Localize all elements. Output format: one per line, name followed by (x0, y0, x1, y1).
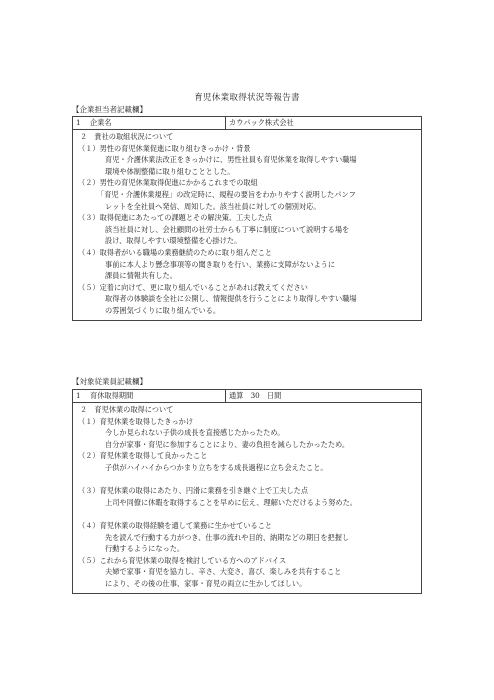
row-number: 1 (76, 391, 81, 400)
answer-line: 設け、取得しやすい環境整備を心掛けた。 (105, 236, 242, 246)
answer-line: 自分が家事・育児に参加することにより、妻の負担を減らしたかったため。 (105, 439, 350, 449)
company-name-row (73, 117, 422, 130)
question-line: （５）定着に向けて、更に取り組んでいることがあれば教えてください (78, 282, 308, 292)
answer-line: 環境や体制整備に取り組むこととした。 (105, 166, 235, 176)
answer-line: の雰囲気づくりに取り組んでいる。 (105, 305, 221, 315)
answer-line: 育児・介護休業法改正をきっかけに、男性社員も育児休業を取得しやすい職場 (105, 155, 357, 165)
question-line: （３）育児休業の取得にあたり、円滑に業務を引き継ぐ上で工夫した点 (78, 486, 309, 496)
company-efforts-row (73, 130, 422, 321)
answer-line: 「育児・介護休業規程」の改定時に、規程の要旨をわかりやすく説明したパンフ (97, 189, 356, 199)
blank-line (76, 474, 418, 486)
section-label-employee: 【対象従業員記載欄】 (72, 377, 147, 386)
blank-line (76, 508, 418, 520)
answer-line: 事前に本人より懸念事項等の聞き取りを行い、業務に支障がないように (105, 259, 336, 269)
company-efforts-cell (73, 130, 422, 321)
company-name-value: カウパック株式会社 (226, 117, 422, 130)
question-line: （１）育児休業を取得したきっかけ (78, 416, 194, 426)
question-line: （３）取得促進にあたっての課題とその解決策、工夫した点 (78, 213, 273, 223)
answer-line: 先を読んで行動する力がつき、仕事の流れや目的、納期などの期日を把握し (105, 532, 350, 542)
company-name-label: 企業名 (90, 118, 112, 127)
leave-period-label: 育休取得期間 (90, 391, 134, 400)
section-heading: ２ 貴社の取組状況について (80, 132, 174, 141)
answer-line: 上司や同僚に休暇を取得することを早めに伝え、理解いただけるよう努めた。 (105, 497, 357, 507)
question-line: （２）男性の育児休業取得促進にかかるこれまでの取組 (78, 178, 258, 188)
answer-line: 取得者の体験談を全社に公開し、情報提供を行うことにより取得しやすい職場 (105, 294, 357, 304)
leave-details-cell (73, 403, 422, 594)
answer-line: 今しか見られない子供の成長を直接感じたかったため。 (105, 428, 285, 438)
leave-details-row (73, 403, 422, 594)
answer-line: レットを全社員へ発信、周知した。該当社員に対しての個別対応。 (105, 201, 321, 211)
question-line: （２）育児休業を取得して良かったこと (78, 451, 208, 461)
question-line: （４）育児休業の取得経験を通して業務に生かせていること (78, 520, 273, 530)
row-number: 1 (76, 118, 81, 127)
answer-line: 子供がハイハイからつかまり立ちをする成長過程に立ち会えたこと。 (105, 462, 328, 472)
section-heading: ２ 育児休業の取得について (80, 405, 174, 414)
answer-line: 夫婦で家事・育児を協力し、辛さ、大変さ、喜び、楽しみを共有すること (105, 567, 342, 577)
company-name-label-cell (73, 117, 226, 130)
leave-period-row (73, 390, 422, 403)
answer-line: 行動するようになった。 (105, 544, 185, 554)
question-line: （４）取得者がいる職場の業務継続のために取り組んだこと (78, 247, 273, 257)
question-line: （１）男性の育児休業促進に取り組むきっかけ・背景 (78, 143, 251, 153)
answer-line: 該当社員に対し、会社顧問の社労士からも丁寧に制度について説明する場を (105, 224, 350, 234)
employee-form-table (72, 389, 422, 594)
company-form-table (72, 116, 422, 321)
leave-period-label-cell (73, 390, 226, 403)
answer-line: 課員に情報共有した。 (105, 271, 177, 281)
section-label-company: 【企業担当者記載欄】 (72, 105, 147, 114)
document-title: 育児休業取得状況等報告書 (194, 93, 300, 103)
leave-period-value: 通算 30 日間 (226, 390, 422, 403)
question-line: （５）これから育児休業の取得を検討している方へのアドバイス (78, 555, 287, 565)
answer-line: により、その後の仕事、家事・育児の両立に生かしてほしい。 (105, 578, 307, 588)
